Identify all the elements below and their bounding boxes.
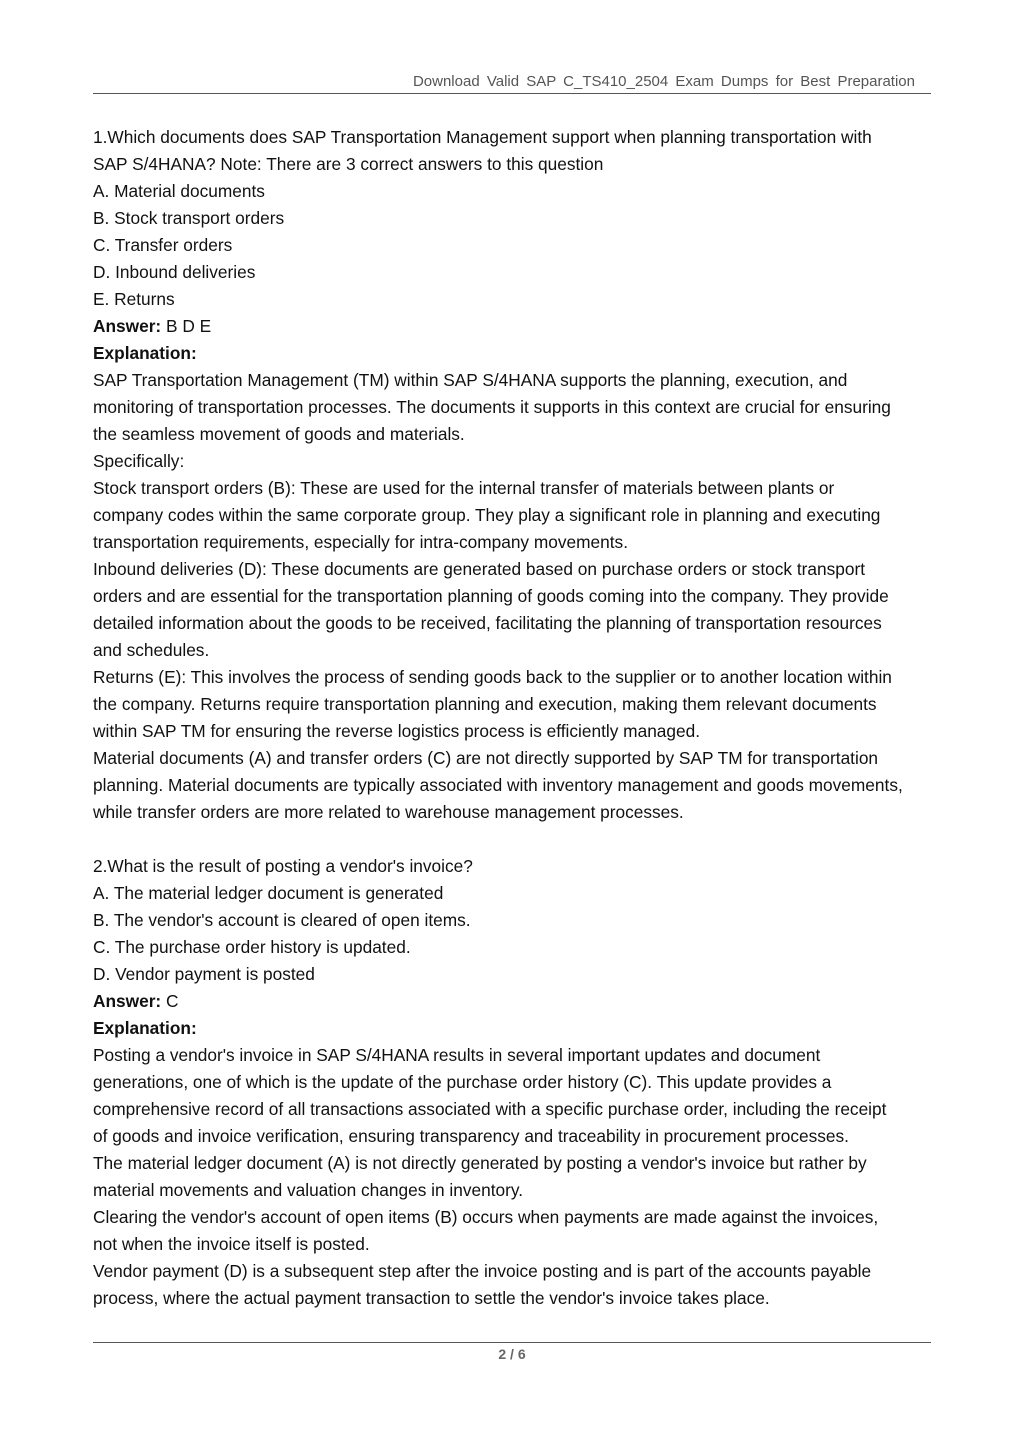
explanation-label: Explanation: [93,1018,197,1038]
answer-label: Answer: [93,991,162,1011]
explanation-text: company codes within the same corporate group. They play a significant role in planning and executing [93,505,881,525]
explanation-text: while transfer orders are more related to warehouse management processes. [93,802,684,822]
explanation-text: the company. Returns require transportation planning and execution, making them relevant documents [93,694,877,714]
explanation-text: Clearing the vendor's account of open items (B) occurs when payments are made against the invoices, [93,1207,879,1227]
question-block-2 [93,853,943,1312]
answer-option: D. Inbound deliveries [93,262,256,282]
explanation-text: not when the invoice itself is posted. [93,1234,370,1254]
explanation-text: and schedules. [93,640,210,660]
explanation-text: detailed information about the goods to be received, facilitating the planning of transportation resources [93,613,882,633]
explanation-text: monitoring of transportation processes. The documents it supports in this context are crucial for ensuring [93,397,891,417]
explanation-text: Stock transport orders (B): These are used for the internal transfer of materials between plants or [93,478,835,498]
explanation-text: the seamless movement of goods and materials. [93,424,465,444]
explanation-text: Posting a vendor's invoice in SAP S/4HANA results in several important updates and document [93,1045,821,1065]
explanation-text: generations, one of which is the update of the purchase order history (C). This update provides a [93,1072,832,1092]
answer-option: E. Returns [93,289,175,309]
answer-value: B D E [161,316,212,336]
answer-option: A. The material ledger document is generated [93,883,444,903]
document-body [93,124,943,1312]
explanation-text: transportation requirements, especially for intra-company movements. [93,532,628,552]
explanation-text: Material documents (A) and transfer orders (C) are not directly supported by SAP TM for transportation [93,748,879,768]
answer-option: C. The purchase order history is updated. [93,937,411,957]
header-text: Download Valid SAP C_TS410_2504 Exam Dumps for Best Preparation [412,73,915,90]
explanation-text: Vendor payment (D) is a subsequent step after the invoice posting and is part of the accounts payable [93,1261,872,1281]
spacer [93,826,943,853]
question-text: 1.Which documents does SAP Transportation Management support when planning transportation with [93,127,872,147]
answer-line [93,313,943,340]
answer-label: Answer: [93,316,162,336]
answer-option: B. The vendor's account is cleared of open items. [93,910,471,930]
explanation-text: Specifically: [93,451,185,471]
explanation-text: SAP Transportation Management (TM) within SAP S/4HANA supports the planning, execution, and [93,370,848,390]
explanation-text: Inbound deliveries (D): These documents are generated based on purchase orders or stock transport [93,559,866,579]
question-text: SAP S/4HANA? Note: There are 3 correct answers to this question [93,154,604,174]
answer-value: C [161,991,179,1011]
footer-divider [93,1342,931,1343]
explanation-text: material movements and valuation changes in inventory. [93,1180,524,1200]
explanation-text: orders and are essential for the transportation planning of goods coming into the company. They provide [93,586,889,606]
explanation-text: The material ledger document (A) is not directly generated by posting a vendor's invoice but rather by [93,1153,867,1173]
answer-option: A. Material documents [93,181,265,201]
explanation-text: within SAP TM for ensuring the reverse logistics process is efficiently managed. [93,721,701,741]
question-text: 2.What is the result of posting a vendor's invoice? [93,856,473,876]
question-block-1 [93,124,943,826]
answer-option: B. Stock transport orders [93,208,285,228]
answer-line [93,988,943,1015]
page-header [93,71,931,94]
explanation-text: process, where the actual payment transaction to settle the vendor's invoice takes place. [93,1288,770,1308]
explanation-text: comprehensive record of all transactions associated with a specific purchase order, including the receipt [93,1099,887,1119]
page-number: 2 / 6 [498,1346,526,1362]
answer-option: C. Transfer orders [93,235,233,255]
explanation-text: of goods and invoice verification, ensuring transparency and traceability in procurement processes. [93,1126,849,1146]
explanation-label: Explanation: [93,343,197,363]
answer-option: D. Vendor payment is posted [93,964,315,984]
explanation-text: Returns (E): This involves the process of sending goods back to the supplier or to another location within [93,667,892,687]
explanation-text: planning. Material documents are typically associated with inventory management and goods movements, [93,775,903,795]
